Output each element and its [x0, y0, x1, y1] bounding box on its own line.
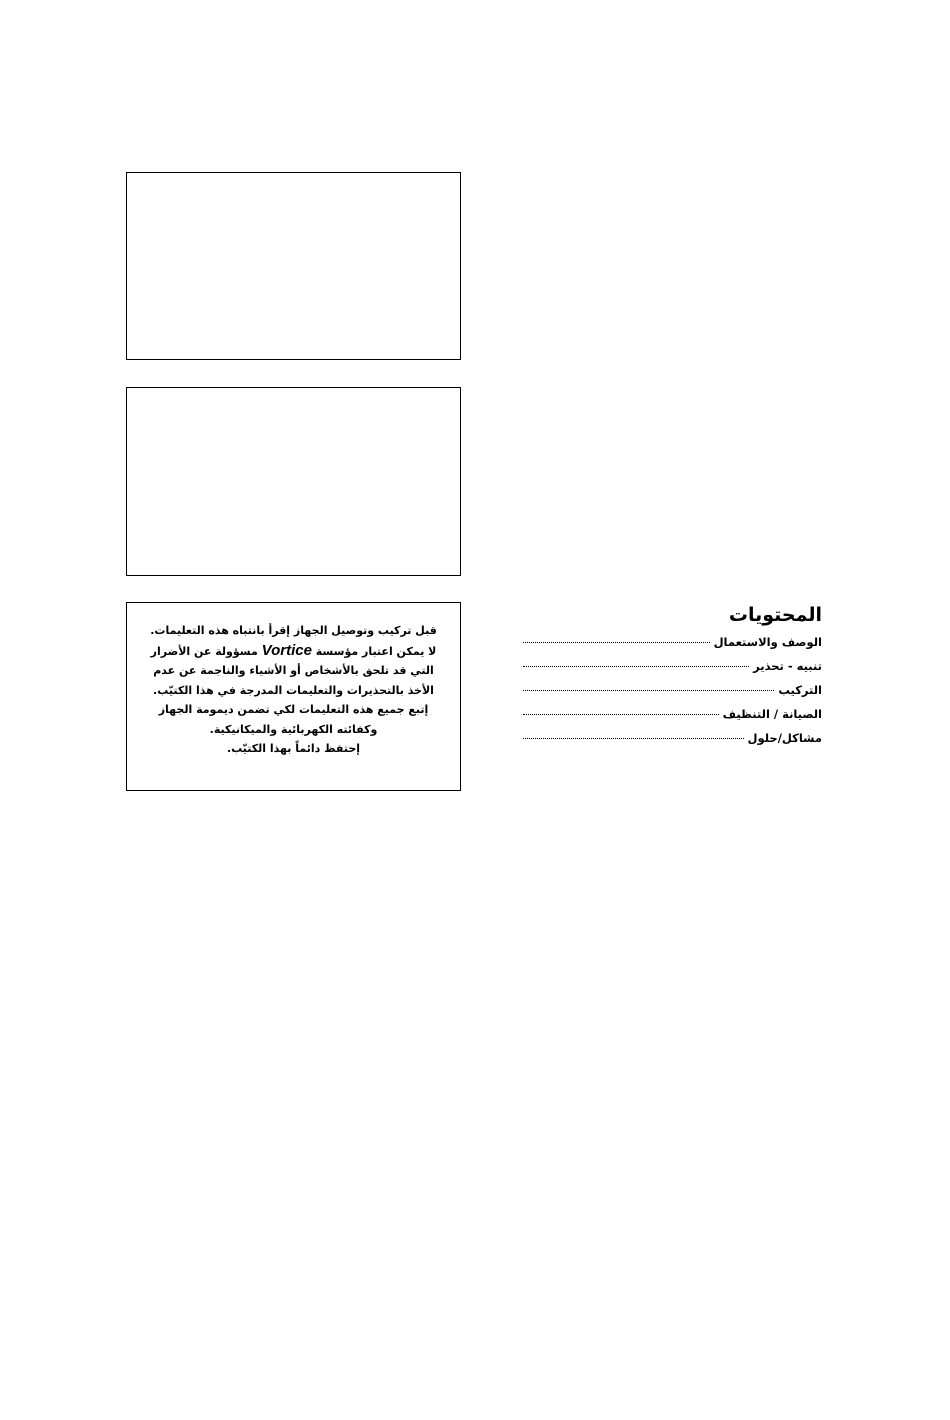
notice-line-liability	[141, 641, 446, 701]
toc-item-installation[interactable]	[523, 683, 822, 707]
toc-item-label: الصيانة / التنظيف	[722, 707, 822, 721]
notice-line-keep-booklet: إحتفظ دائماً بهذا الكتيّب.	[226, 742, 361, 755]
toc-item-troubleshooting[interactable]	[523, 731, 822, 755]
empty-box-top	[126, 172, 461, 360]
table-of-contents	[523, 601, 822, 755]
toc-dot-leader	[523, 713, 719, 715]
toc-item-warning[interactable]	[523, 659, 822, 683]
toc-dot-leader	[523, 689, 774, 691]
empty-box-middle	[126, 387, 461, 576]
toc-item-label: التركيب	[778, 683, 822, 697]
notice-liability-before: لا يمكن اعتبار مؤسسة	[315, 644, 437, 658]
toc-item-label: تنبيه - تحذير	[753, 659, 822, 673]
toc-dot-leader	[523, 641, 710, 643]
toc-item-maintenance[interactable]	[523, 707, 822, 731]
notice-liability-after: مسؤولة عن الأضرار التي قد تلحق بالأشخاص أو الأشياء والناجمة عن عدم الأخذ بالتحذيرات والتعليمات المدرجة في هذا الكتيّب.	[150, 644, 434, 697]
toc-title: المحتويات	[728, 604, 822, 626]
notice-line-read-instructions: قبل تركيب وتوصيل الجهاز إقرأ بانتباه هذه التعليمات.	[150, 624, 437, 637]
toc-item-label: مشاكل/حلول	[747, 731, 822, 745]
brand-name: Vortice	[261, 641, 312, 659]
toc-dot-leader	[523, 737, 744, 739]
toc-item-description-use[interactable]	[523, 635, 822, 659]
toc-item-label: الوصف والاستعمال	[713, 635, 822, 649]
toc-dot-leader	[523, 665, 749, 667]
notice-box	[126, 602, 461, 791]
notice-line-follow-instructions: إتبع جميع هذه التعليمات لكي تضمن ديمومة الجهاز وكفائته الكهربائية والميكانيكية.	[158, 703, 429, 736]
